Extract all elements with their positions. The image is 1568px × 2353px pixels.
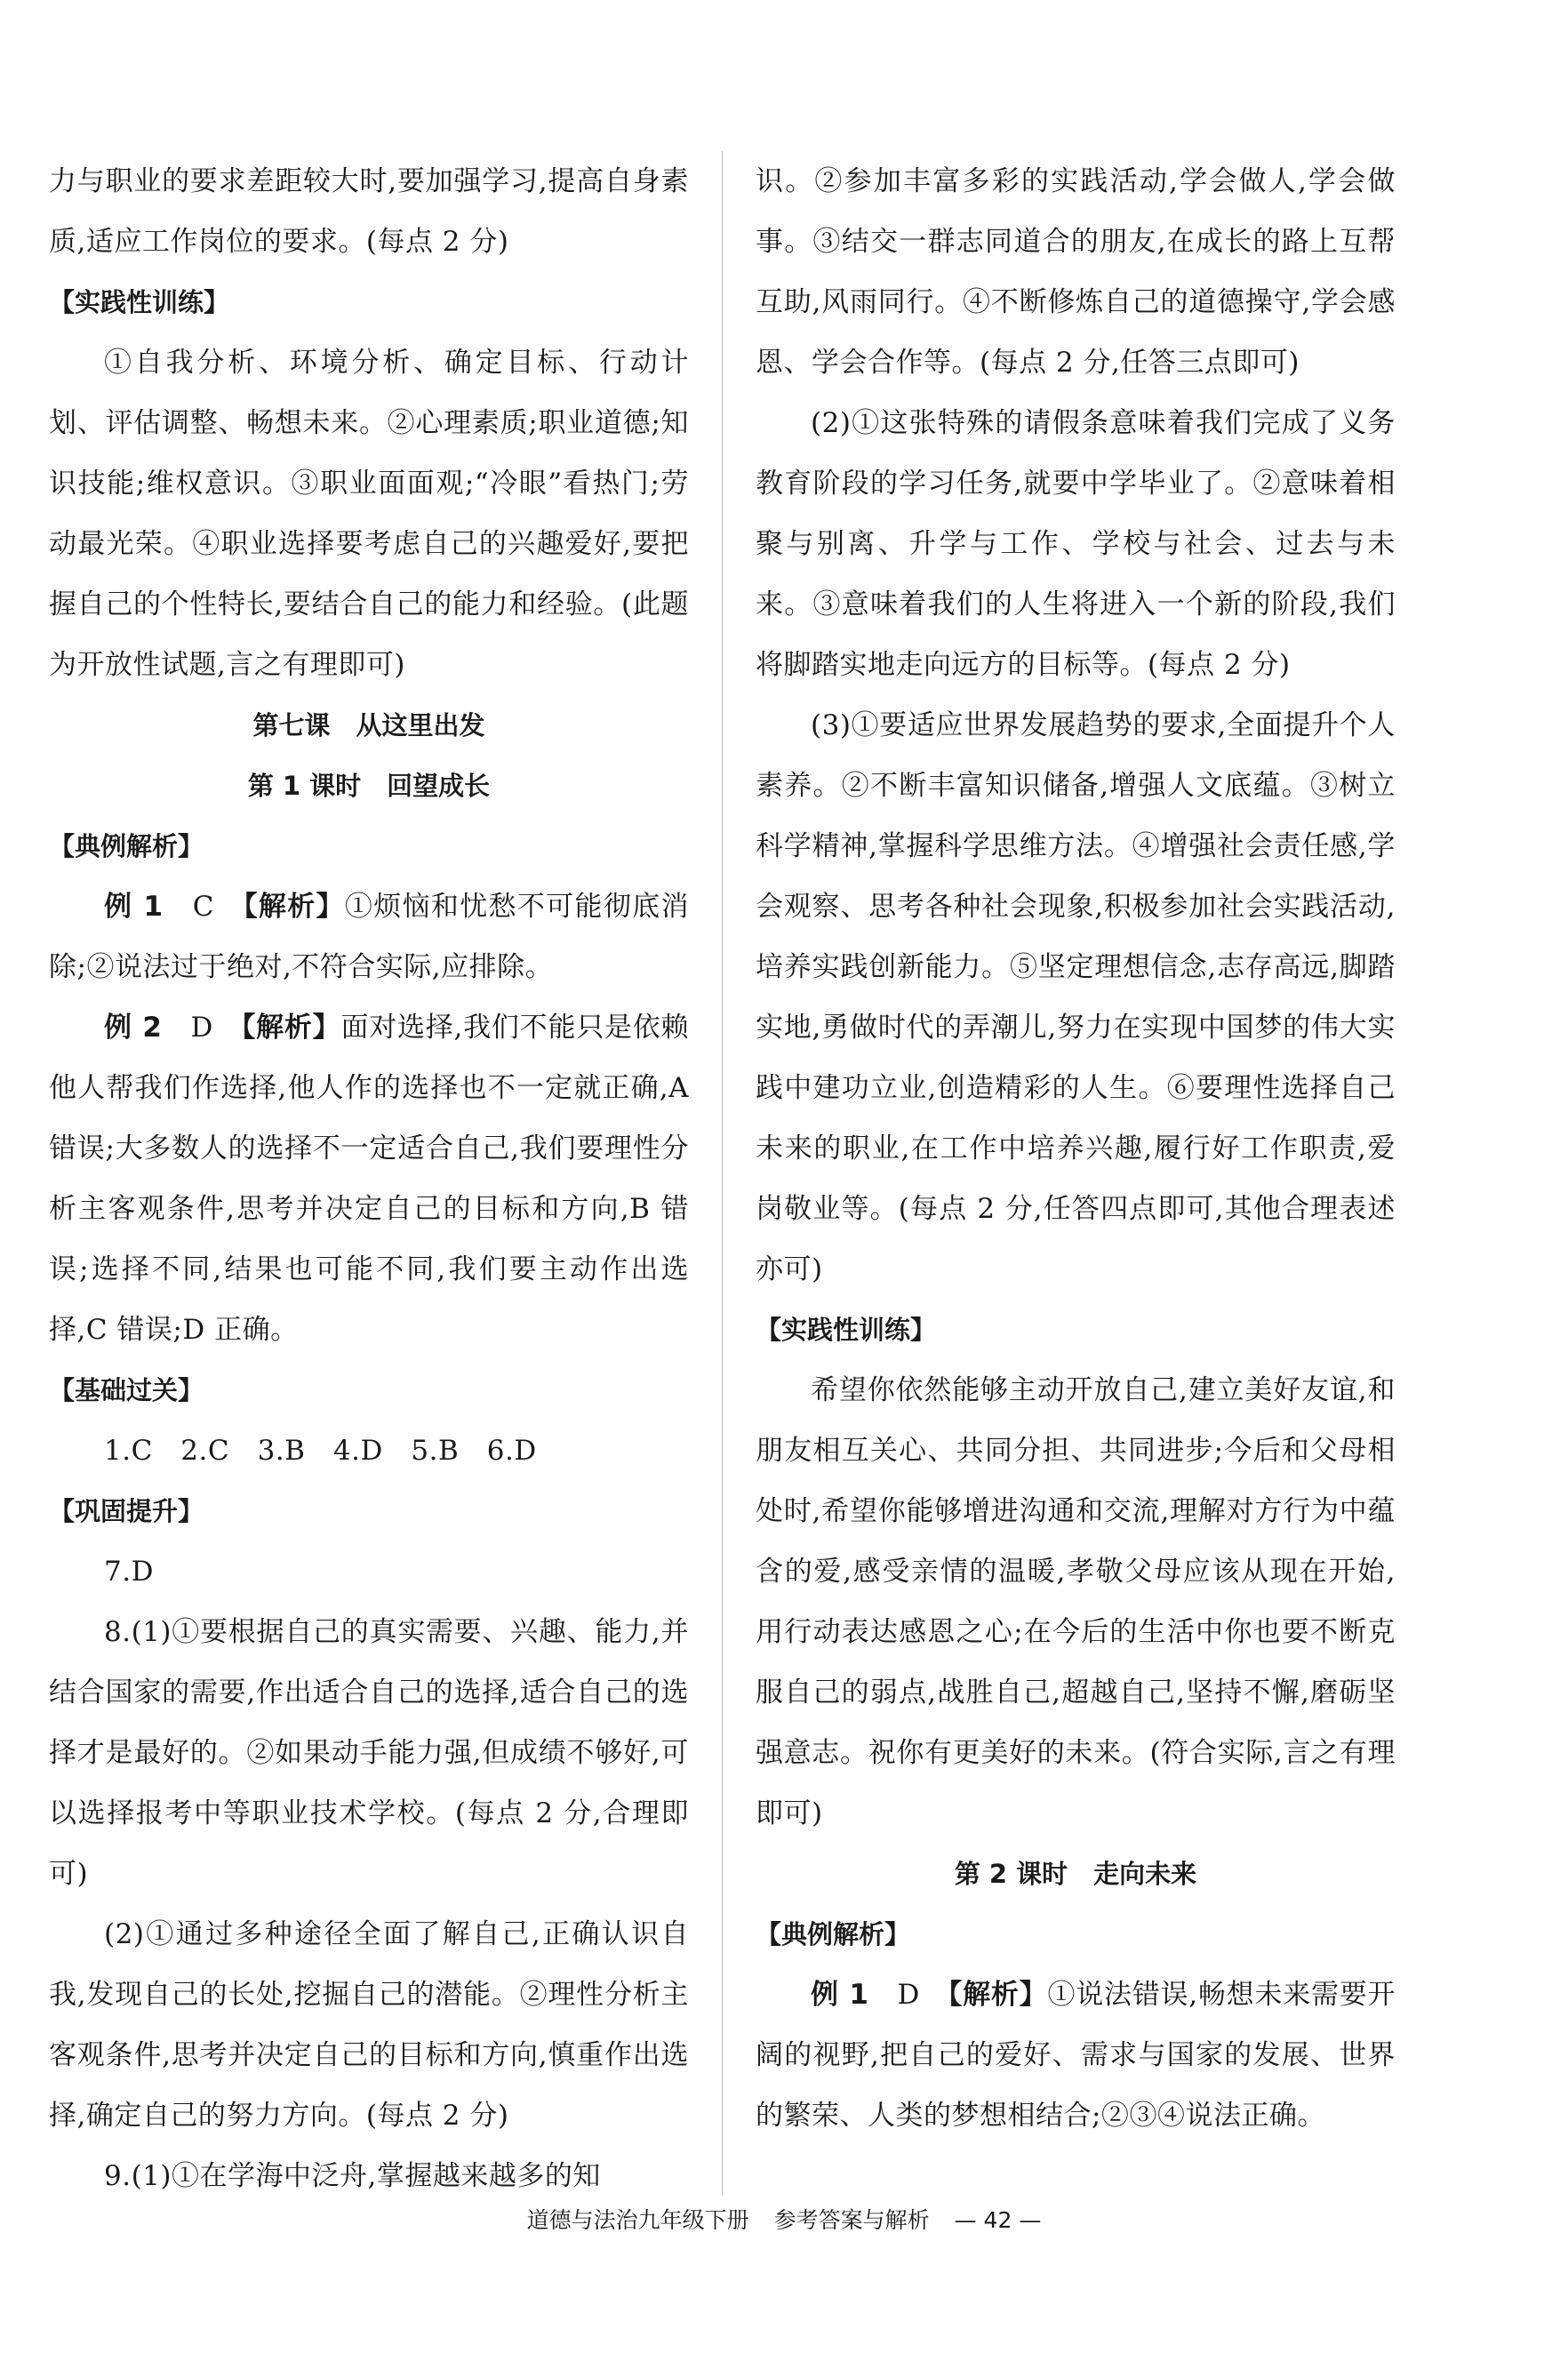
answer-paragraph: ①自我分析、环境分析、确定目标、行动计划、评估调整、畅想未来。②心理素质;职业道德;知识技能;维权意识。③职业面面观;“冷眼”看热门;劳动最光荣。④职业选择要考虑自己的兴趣爱好,要把握自己的个性特长,要结合自己的能力和经验。(此题为开放性试题,言之有理即可): [49, 347, 689, 681]
answer-paragraph: 识。②参加丰富多彩的实践活动,学会做人,学会做事。③结交一群志同道合的朋友,在成长的路上互帮互助,风雨同行。④不断修炼自己的道德操守,学会感恩、学会合作等。(每点 2 分,任答三点即可): [756, 165, 1396, 379]
column-divider: [722, 151, 723, 2196]
example-label: 例 1: [104, 891, 164, 923]
section-header: 【实践性训练】: [49, 287, 230, 317]
section-header: 【典例解析】: [756, 1919, 911, 1949]
example-choice: C: [192, 891, 214, 923]
lesson-title: 第七课 从这里出发: [252, 710, 485, 740]
page-footer: [0, 2203, 1568, 2235]
footer-book-title: 道德与法治九年级下册: [526, 2207, 749, 2233]
example-answer: [49, 876, 689, 997]
lesson-title: 第 2 课时 走向未来: [954, 1859, 1197, 1889]
left-column: [49, 151, 689, 2206]
analysis-tag: 【解析】: [244, 891, 345, 923]
example-answer: [756, 1965, 1396, 2146]
section-header: 【典例解析】: [49, 831, 204, 861]
lesson-title: 第 1 课时 回望成长: [247, 771, 491, 801]
analysis-text: ①烦恼和忧愁不可能彻底消除;②说法过于绝对,不符合实际,应排除。: [49, 891, 689, 983]
answer-paragraph: (2)①通过多种途径全面了解自己,正确认识自我,发现自己的长处,挖掘自己的潜能。②理性分析主客观条件,思考并决定自己的目标和方向,慎重作出选择,确定自己的努力方向。(每点 2 分): [49, 1918, 689, 2132]
example-label: 例 2: [104, 1012, 163, 1044]
section-header: 【实践性训练】: [756, 1315, 937, 1345]
example-answer: [49, 997, 689, 1360]
section-header: 【巩固提升】: [49, 1496, 204, 1526]
answer-paragraph: 7.D: [104, 1556, 154, 1588]
answer-paragraph: (2)①这张特殊的请假条意味着我们完成了义务教育阶段的学习任务,就要中学毕业了。②意味着相聚与别离、升学与工作、学校与社会、过去与未来。③意味着我们的人生将进入一个新的阶段,我们将脚踏实地走向远方的目标等。(每点 2 分): [756, 407, 1396, 681]
analysis-text: ①说法错误,畅想未来需要开阔的视野,把自己的爱好、需求与国家的发展、世界的繁荣、人类的梦想相结合;②③④说法正确。: [756, 1979, 1396, 2132]
footer-section: 参考答案与解析: [773, 2207, 930, 2233]
answer-paragraph: 9.(1)①在学海中泛舟,掌握越来越多的知: [104, 2160, 601, 2192]
section-header: 【基础过关】: [49, 1375, 204, 1405]
example-choice: D: [190, 1012, 213, 1044]
right-column: [756, 151, 1396, 2146]
analysis-text: 面对选择,我们不能只是依赖他人帮我们作选择,他人作的选择也不一定就正确,A 错误;大多数人的选择不一定适合自己,我们要理性分析主客观条件,思考并决定自己的目标和方向,B 错误;选择不同,结果也可能不同,我们要主动作出选择,C 错误;D 正确。: [49, 1012, 690, 1346]
answer-paragraph: 力与职业的要求差距较大时,要加强学习,提高自身素质,适应工作岗位的要求。(每点 2 分): [49, 165, 689, 258]
analysis-tag: 【解析】: [241, 1012, 341, 1044]
answer-paragraph: (3)①要适应世界发展趋势的要求,全面提升个人素养。②不断丰富知识储备,增强人文底蕴。③树立科学精神,掌握科学思维方法。④增强社会责任感,学会观察、思考各种社会现象,积极参加社会实践活动,培养实践创新能力。⑤坚定理想信念,志存高远,脚踏实地,勇做时代的弄潮儿,努力在实现中国梦的伟大实践中建功立业,创造精彩的人生。⑥要理性选择自己未来的职业,在工作中培养兴趣,履行好工作职责,爱岗敬业等。(每点 2 分,任答四点即可,其他合理表述亦可): [756, 709, 1396, 1285]
answer-paragraph: 1.C 2.C 3.B 4.D 5.B 6.D: [104, 1435, 537, 1467]
example-label: 例 1: [811, 1979, 869, 2011]
answer-paragraph: 8.(1)①要根据自己的真实需要、兴趣、能力,并结合国家的需要,作出适合自己的选择,适合自己的选择才是最好的。②如果动手能力强,但成绩不够好,可以选择报考中等职业技术学校。(每点 2 分,合理即可): [49, 1616, 689, 1890]
analysis-tag: 【解析】: [948, 1979, 1048, 2011]
example-choice: D: [897, 1979, 920, 2011]
answer-paragraph: 希望你依然能够主动开放自己,建立美好友谊,和朋友相互关心、共同分担、共同进步;今后和父母相处时,希望你能够增进沟通和交流,理解对方行为中蕴含的爱,感受亲情的温暖,孝敬父母应该从现在开始,用行动表达感恩之心;在今后的生活中你也要不断克服自己的弱点,战胜自己,超越自己,坚持不懈,磨砺坚强意志。祝你有更美好的未来。(符合实际,言之有理即可): [756, 1374, 1396, 1829]
page-number: — 42 —: [954, 2207, 1042, 2233]
